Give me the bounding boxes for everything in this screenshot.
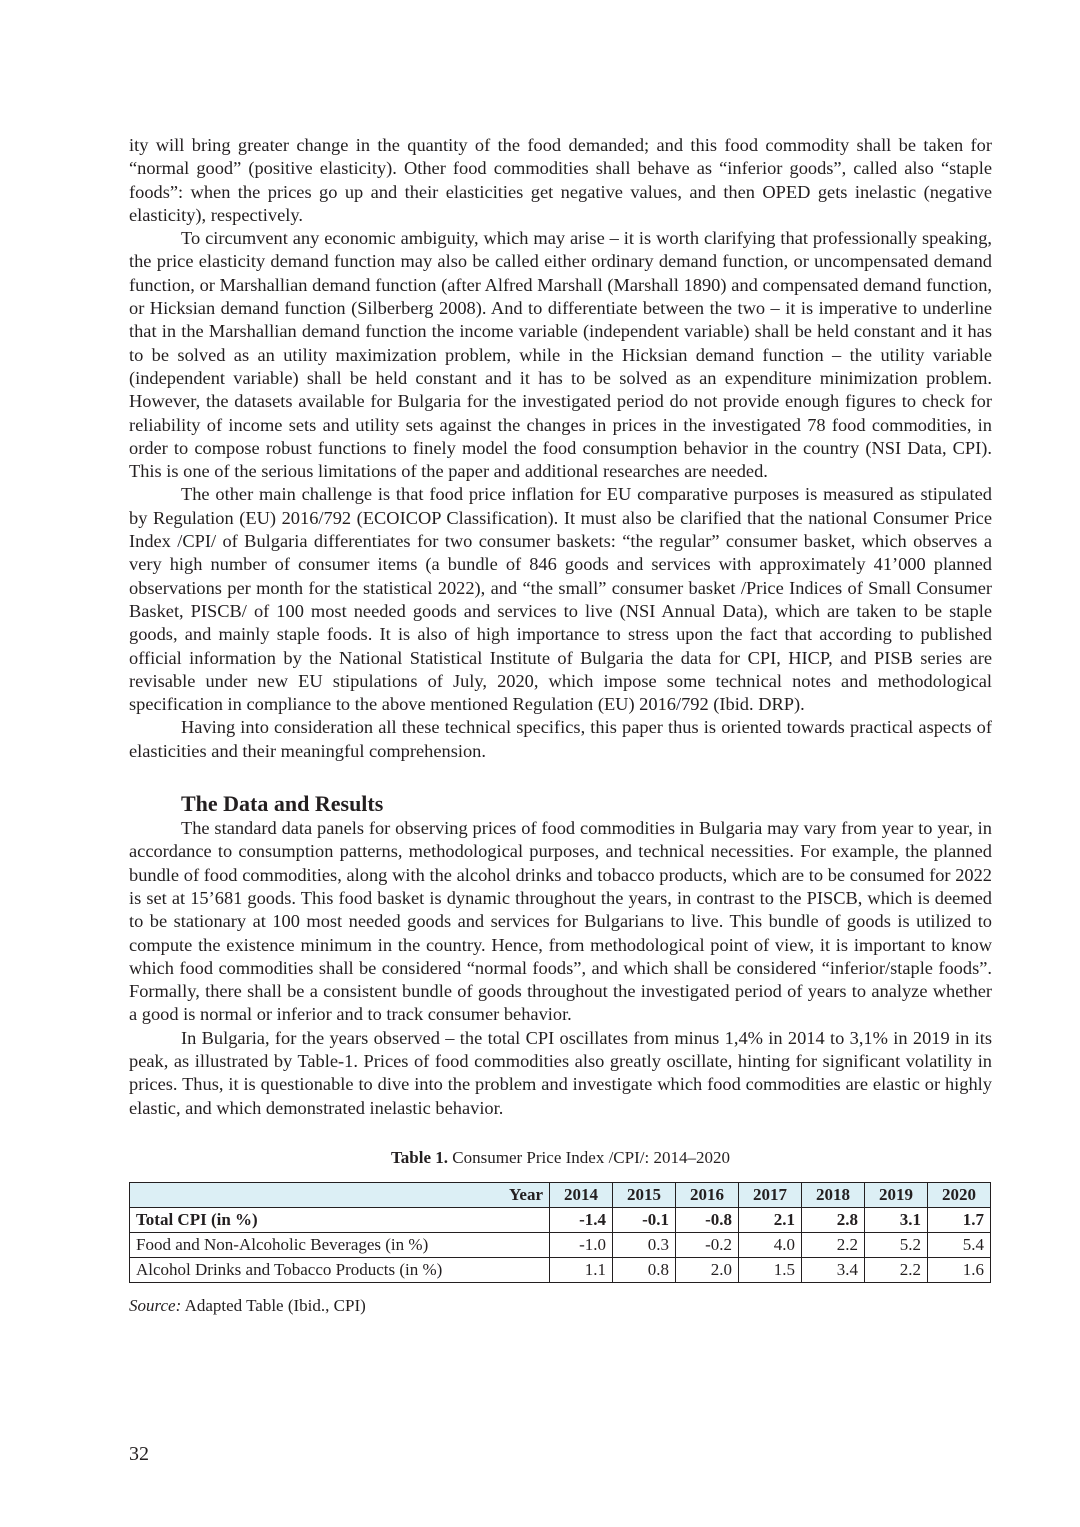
table-cell: -1.4 <box>550 1207 613 1232</box>
table-row-total-cpi <box>130 1207 991 1232</box>
paragraph-intro-continuation: ity will bring greater change in the quantity of the food demanded; and this food commodity shall be taken for “normal good” (positive elasticity). Other food commodities shall behave as “inferior goods”, called also “staple foods”: when the prices go up and their elasticities get negative values, and then OPED gets inelastic (negative elasticity), respectively. <box>129 135 992 225</box>
table-header-row <box>130 1182 991 1207</box>
table-cell: 2.2 <box>865 1257 928 1282</box>
table-cell: 4.0 <box>739 1232 802 1257</box>
table-cell: 2.2 <box>802 1232 865 1257</box>
cpi-table <box>129 1182 991 1283</box>
source-label: Source: <box>129 1295 182 1315</box>
table-cell: 1.6 <box>928 1257 991 1282</box>
table-cell: 0.3 <box>613 1232 676 1257</box>
table-source <box>129 1295 992 1317</box>
header-year: 2015 <box>613 1182 676 1207</box>
row-label: Alcohol Drinks and Tobacco Products (in %) <box>130 1257 550 1282</box>
page-body <box>129 134 992 1317</box>
table-caption <box>129 1147 992 1169</box>
header-year: 2019 <box>865 1182 928 1207</box>
header-year: 2016 <box>676 1182 739 1207</box>
header-year: 2020 <box>928 1182 991 1207</box>
table-cell: 1.7 <box>928 1207 991 1232</box>
table-cell: 2.0 <box>676 1257 739 1282</box>
table-caption-label: Table 1. <box>391 1147 449 1167</box>
table-row-alcohol <box>130 1257 991 1282</box>
paragraph-demand-functions: To circumvent any economic ambiguity, which may arise – it is worth clarifying that professionally speaking, the price elasticity demand function may also be called either ordinary demand function, or uncompensated demand function, or Marshallian demand function (after Alfred Marshall (Marshall 1890) and compensated demand function, or Hicksian demand function (Silberberg 2008). And to differentiate between the two – it is imperative to underline that in the Marshallian demand function the income variable (independent variable) shall be held constant and it has to be solved as an utility maximization problem, while in the Hicksian demand function – the utility variable (independent variable) shall be held constant and it has to be solved as an expenditure minimization problem. However, the datasets available for Bulgaria for the investigated period do not provide enough figures to check for reliability of income sets and utility sets against the changes in prices in the investigated 78 food commodities, in order to compose robust functions to finely model the food consumption behavior in the country (NSI Data, CPI). This is one of the serious limitations of the paper and additional researches are needed. <box>129 228 992 482</box>
table-cell: 2.8 <box>802 1207 865 1232</box>
table-cell: 0.8 <box>613 1257 676 1282</box>
header-year-label: Year <box>130 1182 550 1207</box>
paragraph-data-panels: The standard data panels for observing prices of food commodities in Bulgaria may vary from year to year, in accordance to consumption patterns, methodological purposes, and technical necessities. For example, the planned bundle of food commodities, along with the alcohol drinks and tobacco products, which are to be consumed for 2022 is set at 15’681 goods. This food basket is dynamic throughout the years, in contrast to the PISCB, which is deemed to be stationary at 100 most needed goods and services for Bulgarians to live. This bundle of goods is utilized to compute the existence minimum in the country. Hence, from methodological point of view, it is important to know which food commodities shall be considered “normal foods”, and which shall be considered “inferior/staple foods”. Formally, there shall be a consistent bundle of goods throughout the investigated period of years to analyze whether a good is normal or inferior and to track consumer behavior. <box>129 818 992 1025</box>
header-year: 2014 <box>550 1182 613 1207</box>
section-heading: The Data and Results <box>181 791 384 817</box>
table-cell: 1.5 <box>739 1257 802 1282</box>
table-cell: -0.1 <box>613 1207 676 1232</box>
row-label: Total CPI (in %) <box>130 1207 550 1232</box>
paragraph-price-inflation: The other main challenge is that food price inflation for EU comparative purposes is measured as stipulated by Regulation (EU) 2016/792 (ECOICOP Classification). It must also be clarified that the national Consumer Price Index /CPI/ of Bulgaria differentiates for two consumer baskets: “the regular” consumer basket, which observes a very high number of consumer items (a bundle of 846 goods and services with approximately 41’000 planned observations per month for the statistical 2022), and “the small” consumer basket /Price Indices of Small Consumer Basket, PISCB/ of 100 most needed goods and services to live (NSI Annual Data), which are taken to be staple goods, and mainly staple foods. It is also of high importance to stress upon the fact that according to published official information by the National Statistical Institute of Bulgaria the data for CPI, HICP, and PISB series are revisable under new EU stipulations of July, 2020, which impose some technical notes and methodological specification in compliance to the above mentioned Regulation (EU) 2016/792 (Ibid. DRP). <box>129 484 992 715</box>
table-caption-text: Consumer Price Index /CPI/: 2014–2020 <box>452 1147 730 1167</box>
table-cell: 3.1 <box>865 1207 928 1232</box>
header-year: 2017 <box>739 1182 802 1207</box>
paragraph-cpi-oscillation: In Bulgaria, for the years observed – the total CPI oscillates from minus 1,4% in 2014 to 3,1% in 2019 in its peak, as illustrated by Table-1. Prices of food commodities also greatly oscillate, hinting for significant volatility in prices. Thus, it is questionable to dive into the problem and investigate which food commodities are elastic or highly elastic, and which demonstrated inelastic behavior. <box>129 1027 992 1118</box>
paragraph-technical-specifics: Having into consideration all these technical specifics, this paper thus is oriented towards practical aspects of elasticities and their meaningful comprehension. <box>129 717 992 761</box>
table-cell: 5.4 <box>928 1232 991 1257</box>
table-cell: 3.4 <box>802 1257 865 1282</box>
table-cell: -0.8 <box>676 1207 739 1232</box>
table-cell: -0.2 <box>676 1232 739 1257</box>
header-year: 2018 <box>802 1182 865 1207</box>
table-cell: 1.1 <box>550 1257 613 1282</box>
table-cell: 5.2 <box>865 1232 928 1257</box>
row-label: Food and Non-Alcoholic Beverages (in %) <box>130 1232 550 1257</box>
source-text: Adapted Table (Ibid., CPI) <box>184 1295 366 1315</box>
table-cell: 2.1 <box>739 1207 802 1232</box>
table-row-food <box>130 1232 991 1257</box>
table-cell: -1.0 <box>550 1232 613 1257</box>
page-number: 32 <box>129 1443 149 1465</box>
